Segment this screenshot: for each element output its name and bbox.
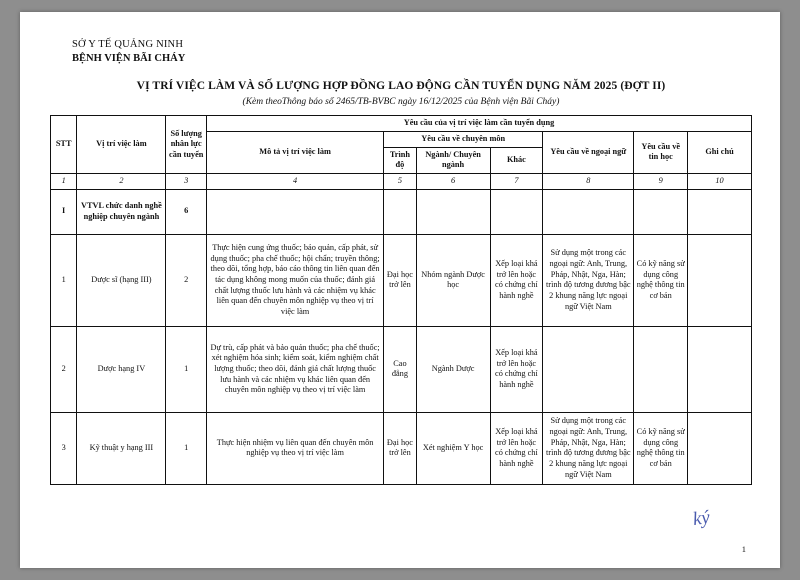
row-major: Nhóm ngành Dược học <box>416 234 490 326</box>
section-note <box>688 189 752 234</box>
header-language: Yêu cầu về ngoại ngữ <box>543 131 634 173</box>
header-note: Ghi chú <box>688 131 752 173</box>
colnum-1: 1 <box>51 173 77 189</box>
section-quantity: 6 <box>166 189 207 234</box>
row-major: Xét nghiệm Y học <box>416 412 490 484</box>
row-note <box>688 234 752 326</box>
row-quantity: 1 <box>166 412 207 484</box>
colnum-3: 3 <box>166 173 207 189</box>
table-header-row-1 <box>51 116 752 132</box>
section-stt: I <box>51 189 77 234</box>
row-description: Thực hiện cung ứng thuốc; bảo quản, cấp phát, sử dụng thuốc; pha chế thuốc; hội chẩn; truyền thông; theo dõi, tổng hợp, báo cáo thông tin liên quan đến tác dụng không mong muốn của thuốc; đánh giá chất lượng thuốc lưu hành và các nhiệm vụ khác liên quan đến chuyên môn nghiệp vụ theo vị trí việc làm <box>206 234 383 326</box>
row-note <box>688 326 752 412</box>
colnum-10: 10 <box>688 173 752 189</box>
header-stt: STT <box>51 116 77 173</box>
header-quantity: Số lượng nhân lực cần tuyển <box>166 116 207 173</box>
table-row <box>51 326 752 412</box>
row-position: Dược hạng IV <box>77 326 166 412</box>
row-major: Ngành Dược <box>416 326 490 412</box>
row-position: Dược sĩ (hạng III) <box>77 234 166 326</box>
row-language: Sử dụng một trong các ngoại ngữ: Anh, Trung, Pháp, Nhật, Nga, Hàn; trình độ tương đương bậc 2 khung năng lực ngoại ngữ Việt Nam <box>543 234 634 326</box>
row-level: Cao đẳng <box>384 326 416 412</box>
colnum-7: 7 <box>490 173 543 189</box>
section-other <box>490 189 543 234</box>
section-description <box>206 189 383 234</box>
row-other: Xếp loại khá trở lên hoặc có chứng chỉ hành nghề <box>490 326 543 412</box>
colnum-2: 2 <box>77 173 166 189</box>
table-row <box>51 412 752 484</box>
page-subtitle: (Kèm theoThông báo số 2465/TB-BVBC ngày 16/12/2025 của Bệnh viện Bãi Cháy) <box>242 97 560 108</box>
recruitment-table <box>50 115 752 484</box>
header-description: Mô tả vị trí việc làm <box>206 131 383 173</box>
row-other: Xếp loại khá trở lên hoặc có chứng chỉ hành nghề <box>490 412 543 484</box>
row-language <box>543 326 634 412</box>
row-stt: 2 <box>51 326 77 412</box>
row-level: Đại học trở lên <box>384 234 416 326</box>
header-group-requirements: Yêu cầu của vị trí việc làm cần tuyển dụng <box>206 116 751 132</box>
page-title: VỊ TRÍ VIỆC LÀM VÀ SỐ LƯỢNG HỢP ĐỒNG LAO ĐỘNG CẦN TUYỂN DỤNG NĂM 2025 (ĐỢT II) <box>136 80 666 93</box>
table-row <box>51 234 752 326</box>
page-number: 1 <box>741 544 746 554</box>
section-it <box>634 189 688 234</box>
row-description: Dự trù, cấp phát và bảo quản thuốc; pha chế thuốc; xét nghiệm hóa sinh; kiểm soát, kiểm nghiệm chất lượng thuốc; theo dõi, đánh giá chất lượng thuốc lưu hành và các nhiệm vụ khác liên quan đến chuyên môn nghiệp vụ theo vị trí việc làm <box>206 326 383 412</box>
header-it: Yêu cầu về tin học <box>634 131 688 173</box>
row-description: Thực hiện nhiệm vụ liên quan đến chuyên môn nghiệp vụ theo vị trí việc làm <box>206 412 383 484</box>
header-level: Trình độ <box>384 147 416 173</box>
row-it: Có kỹ năng sử dụng công nghệ thông tin cơ bản <box>634 412 688 484</box>
header-professional: Yêu cầu về chuyên môn <box>384 131 543 147</box>
row-language: Sử dụng một trong các ngoại ngữ: Anh, Trung, Pháp, Nhật, Nga, Hàn; trình độ tương đương bậc 2 khung năng lực ngoại ngữ Việt Nam <box>543 412 634 484</box>
organization-block <box>72 38 752 66</box>
row-stt: 1 <box>51 234 77 326</box>
section-position: VTVL chức danh nghề nghiệp chuyên ngành <box>77 189 166 234</box>
row-position: Kỹ thuật y hạng III <box>77 412 166 484</box>
section-level <box>384 189 416 234</box>
table-column-number-row <box>51 173 752 189</box>
org-hospital: BỆNH VIỆN BÃI CHÁY <box>72 53 186 65</box>
header-position: Vị trí việc làm <box>77 116 166 173</box>
row-it: Có kỹ năng sử dụng công nghệ thông tin cơ bản <box>634 234 688 326</box>
colnum-5: 5 <box>384 173 416 189</box>
section-language <box>543 189 634 234</box>
table-section-row <box>51 189 752 234</box>
org-department: SỞ Y TẾ QUẢNG NINH <box>72 39 184 50</box>
colnum-6: 6 <box>416 173 490 189</box>
header-major: Ngành/ Chuyên ngành <box>416 147 490 173</box>
colnum-9: 9 <box>634 173 688 189</box>
row-level: Đại học trở lên <box>384 412 416 484</box>
signature-mark: ký <box>691 506 712 531</box>
row-note <box>688 412 752 484</box>
row-it <box>634 326 688 412</box>
document-page <box>20 12 780 568</box>
colnum-8: 8 <box>543 173 634 189</box>
row-other: Xếp loại khá trở lên hoặc có chứng chỉ hành nghề <box>490 234 543 326</box>
row-quantity: 1 <box>166 326 207 412</box>
row-stt: 3 <box>51 412 77 484</box>
section-major <box>416 189 490 234</box>
header-other: Khác <box>490 147 543 173</box>
row-quantity: 2 <box>166 234 207 326</box>
colnum-4: 4 <box>206 173 383 189</box>
